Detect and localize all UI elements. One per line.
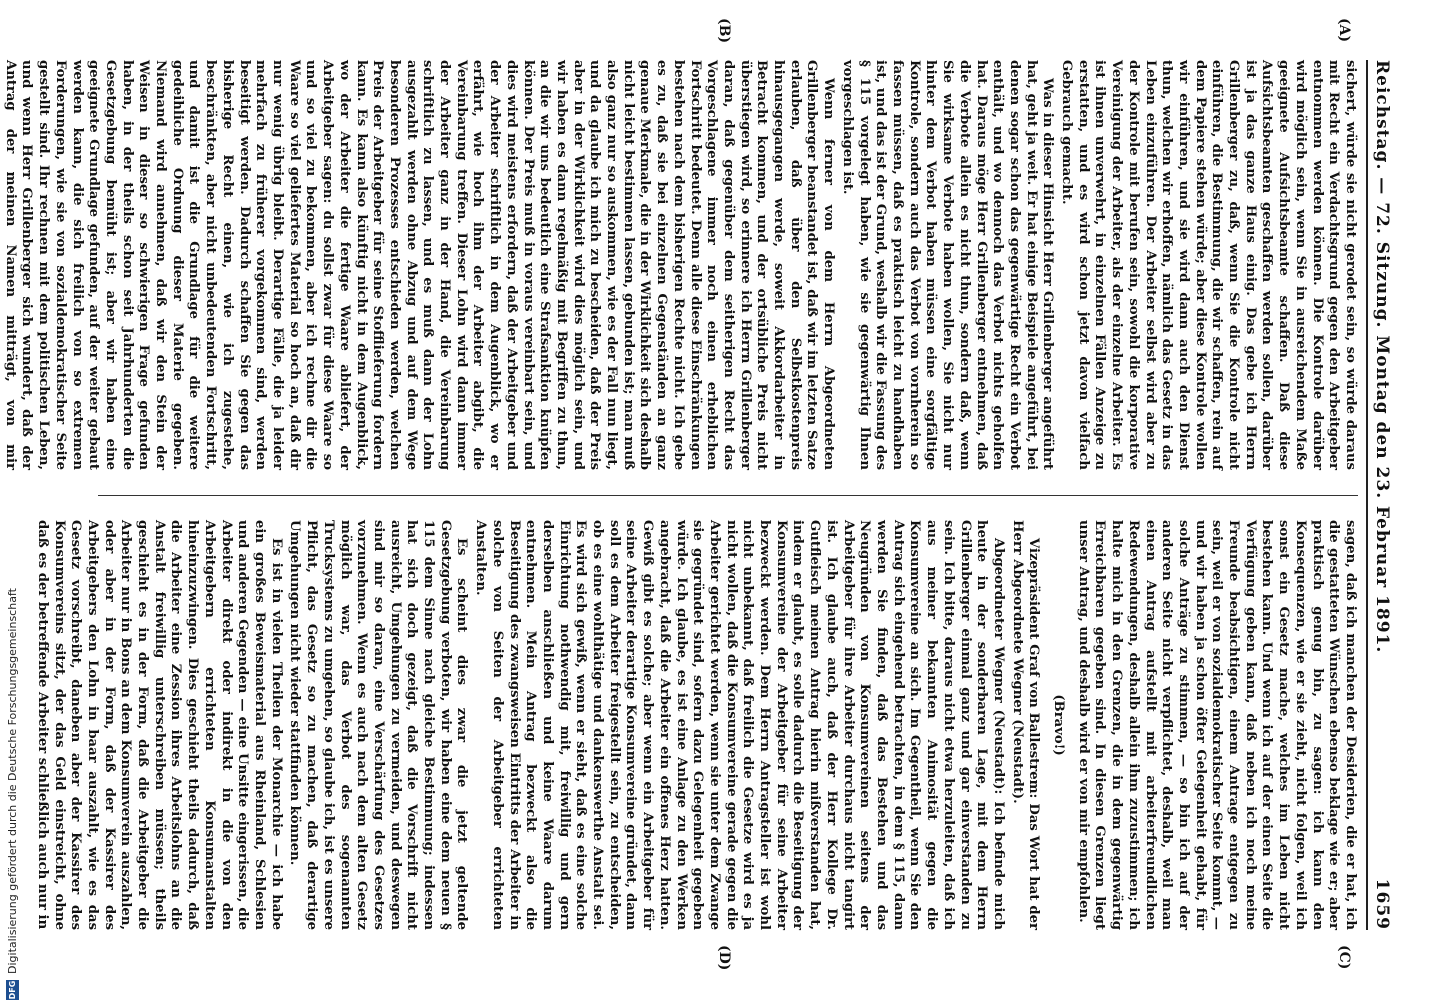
paragraph: Es scheint dies zwar die jetzt geltende Gesetzgebung verboten, wir haben eine dem neuen § 115 dem Sinne nach gleiche Bestimmung; indessen hat sich doch gezeigt, daß die Vorschrift nicht ausreicht, Umgehungen zu vermeiden, und deswegen sind mir so daran, eine Verschärfung des Gesetzes vorzunehmen. Wenn es auch nach dem alten Gesetz möglich war, das Verbot des sogenannten Trucksystems zu umgehen, so glaube ich, ist es unsere Pflicht, das Gesetz so zu machen, daß derartige Umgehungen nicht wieder stattfinden können. [287, 520, 470, 930]
margin-marker-d: (D) [716, 945, 732, 971]
left-column [2, 60, 1358, 470]
header-title: Reichstag. — 72. Sitzung. Montag den 23. Februar 1891. [1372, 60, 1392, 654]
paragraph: Was in dieser Hinsicht Herr Grillenberger angeführt hat, geht ja weit. Er hat einige Beispiele angeführt, bei denen sogar schon das gegenwärtige Recht ein Verbot enthält, und wo dennoch das Verbot nichts geholfen hat. Daraus möge Herr Grillenberger entnehmen, daß die Verbote allein es nicht thun, sondern daß, wenn Sie wirksame Verbote haben wollen, Sie nicht nur hinter dem Verbot haben müssen eine sorgfältige Kontrole, sondern auch das Verbot von vornherein so fassen müssen, daß es praktisch leicht zu handhaben ist, und das ist der Grund, weshalb wir die Fassung des § 115 vorgelegt haben, wie sie gegenwärtig Ihnen vorgeschlagen ist. [839, 60, 1056, 470]
margin-marker-a: (A) [1336, 18, 1352, 43]
page-number: 1659 [1372, 878, 1392, 930]
footer-text: Digitalisierung gefördert durch die Deutsche Forschungsgemeinschaft [5, 588, 19, 974]
paragraph: Es ist in vielen Theilen der Monarchie — ich habe ein großes Beweismaterial aus Rheinland, Schlesien und anderen Gegenden — eine Unsitte eingerissen, die Arbeiter direkt oder indirekt in die von den Arbeitgebern errichteten Konsumanstalten hineinzuzwingen. Dies geschieht theils dadurch, daß die Arbeiter eine Zession ihres Arbeitslohns an die Anstalt freiwillig unterschreiben müssen; theils geschieht es in der Form, daß die Arbeitgeber die Arbeiter nur in Bons an dem Konsumverein auszahlen, oder aber in der Form, daß der Kassirer des Arbeitgebers den Lohn in baar auszahlt, wie es das Gesetz vorschreibt, daneben aber der Kassirer des Konsumvereins sitzt, der das Geld einstreicht, ohne daß es der betreffende Arbeiter schließlich auch nur in [34, 520, 284, 930]
paragraph: sagen, daß ich manchen der Desiderien, die er hat, ich die gestatteten Wünschen ebenso beklage wie er; aber praktisch genug bin, zu sagen: ich kann den Konsequenzen, wie er sie zieht, nicht folgen, weil ich sonst ein Gesetz mache, welches im Leben nicht bestehen kann. Und wenn ich auf der einen Seite die Verfügung geben kann, daß neben ich noch meine Freunde beabsichtigen, einem Antrage entgegen zu sein, weil er von sozialdemokratischer Seite kommt, — und wir haben ja schon öfter Gelegenheit gehabt, für solche Anträge zu stimmen, — so bin ich auf der anderen Seite nicht verpflichtet, deshalb, weil man einen Antrag aufstellt mit arbeiterfreundlichen Redewendungen, deshalb allein ihm zuzustimmen; ich halte mich in den Grenzen, die in dem gegenwärtig Erreichbaren gegeben sind. In diesen Grenzen liegt unser Antrag, und deshalb wird er von mir empfohlen. [1075, 520, 1358, 930]
paragraph: Vizepräsident Graf von Ballestrem: Das Wort hat der Herr Abgeordnete Wegner (Neustadt). [1009, 520, 1042, 930]
margin-marker-c: (C) [1336, 945, 1352, 970]
paragraph: Abgeordneter Wegner (Neustadt): Ich befinde mich heute in der sonderbaren Lage, mit dem Herrn Grillenberger einmal ganz und gar einverstanden zu sein. Ich bitte, daraus nicht etwa herzuleiten, daß ich aus meiner bekannten Animosität gegen die Konsumvereine an sich. Im Gegentheil, wenn Sie den Antrag sich eingehend betrachten, in dem § 115, dann werden Sie finden, daß das Bestehen und das Neugründen von Konsumvereinen seitens der Arbeitgeber für ihre Arbeiter durchaus nicht tangirt ist. Ich glaube auch, daß der Herr Kollege Dr. Gutfleisch meinen Antrag hierin mißverstanden hat, indem er glaubt, es solle dadurch die Beseitigung der Konsumvereine der Arbeitgeber für seine Arbeiter bezweckt werden. Dem Herrn Antragsteller ist wohl nicht unbekannt, daß freilich die Gesetze wird es ja nicht wollen, daß die Konsumvereine gerade gegen die Arbeiter gerichtet werden, wenn sie unter dem Zwange sie gegründet sind, sofern dazu Gelegenheit gegeben würde. Ich glaube, es ist eine Anlage zu den Werken angebracht, daß die Arbeiter ein offenes Herz hatten. Gewiß gibt es solche; aber wenn ein Arbeitgeber für seine Arbeiter derartige Konsumvereine gründet, dann soll es dem Arbeiter freigestellt sein, zu entscheiden, ob es eine wohlthätige und dankenswerthe Anstalt sei. Es wird sich gewiß, wenn er sieht, daß es eine solche Einrichtung nothwendig mit, freiwillig und gern derselben anschließen und keine Waare darum entnehmen. Mein Antrag bezweckt also die Beseitigung des zwangsweisen Eintritts der Arbeiter in solche von Seiten der Arbeitgeber errichteten Anstalten. [473, 520, 1006, 930]
dfg-footer [2, 400, 22, 1000]
applause-note: (Bravo!) [1051, 694, 1067, 756]
page-header [1366, 60, 1432, 930]
right-column [34, 520, 1358, 930]
margin-marker-b: (B) [716, 18, 732, 44]
dfg-logo-icon: DFG [7, 980, 17, 1000]
paragraph: sichert, würde sie nicht gerodet sein, so würde daraus mit Recht ein Verdachtsgrund gegen den Arbeitgeber entnommen werden können. Die Kontrole darüber wird möglich sein, wenn Sie in ausreichendem Maße geeignete Aufsichtsbeamte schaffen. Daß diese Aufsichtsbeamten geschaffen werden sollen, darüber ist ja das ganze Haus einig. Das gebe ich Herrn Grillenberger zu, daß, wenn Sie die Kontrole nicht einführen, die Bestimmung, die wir schaffen, rein auf dem Papiere stehen würde; aber diese Kontrole wollen wir einführen, und sie wird dann auch den Dienst thun, welchen wir erhoffen, nämlich das Gesetz in das Leben einzuführen. Der Arbeiter selbst wird aber zu der Kontrole mit berufen sein, sowohl die korporative Vereinigung der Arbeiter, als der einzelne Arbeiter. Es ist ihnen unverwehrt, in einzelnen Fällen Anzeige zu erstatten, und es wird schon jetzt davon vielfach Gebrauch gemacht. [1059, 60, 1358, 470]
paragraph: Wenn ferner von dem Herrn Abgeordneten Grillenberger beanstandet ist, daß wir im letzten Satze erlauben, daß über den Selbstkostenpreis hinausgegangen werde, soweit Akkordarbeiter in Betracht kommen, und der ortsübliche Preis nicht überstiegen wird, so erinnere ich Herrn Grillenberger daran, daß gegenüber dem seitherigen Recht das Vorgeschlagene immer noch einen erheblichen Fortschritt bedeutet. Denn alle diese Einschränkungen bestehen nach dem bisherigen Rechte nicht. Ich gebe es zu, daß sie bei einzelnen Gegenständen an ganz genaue Merkmale, die in der Wirklichkeit sich deshalb nicht leicht bestimmen lassen, gebunden ist; man muß also ganz nur so auskommen, wie es der Fall nun liegt, und da glaube ich mich zu bescheiden, daß der Preis aber in der Wirklichkeit wird dies möglich sein, und wir haben es dann regelmäßig mit Begriffen zu thun, an die wir uns bedeutlich eine Strafsanktion knüpfen können. Der Preis muß in voraus vereinbart sein, und dies wird meistens erfordern, daß der Arbeitgeber und der Arbeiter schriftlich in dem Augenblick, wo er erfährt, wie hoch ihm der Arbeiter abgibt, die Vereinbarung treffen. Dieser Lohn wird dann immer der Arbeiter ganz in der Hand, die Vereinbarung schriftlich zu lassen, und es muß dann der Lohn ausgezahlt werden ohne Abzug und auf dem Wege besonderen Prozesses entschieden werden, welchen Preis der Arbeitgeber für seine Stofflieferung fordern kann. Es kann also künftig nicht in dem Augenblick, wo der Arbeiter die fertige Waare abliefert, der Arbeitgeber sagen: du sollst zwar für diese Waare so und so viel zu bekommen, aber ich rechne dir die Waare so viel geliefertes Material so hoch an, daß dir nur wenig übrig bleibt. Derartige Fälle, die ja leider mehrfach zu früherer vorgekommen sind, werden beseitigt werden. Dadurch schaffen Sie gegen das bisherige Recht einen, wie ich zugestehe, beschränkten, aber nicht unbedeutenden Fortschritt, und damit ist die Grundlage für die weitere gedeihliche Ordnung dieser Materie gegeben. Niemand wird annehmen, daß wir den Stein der Weisen in dieser so schwierigen Frage gefunden haben, in der theils schon seit Jahrhunderten die Gesetzgebung bemüht ist; aber wir haben eine geeignete Grundlage gefunden, auf der weiter gebaut werden kann, die sich freilich von so extremen Forderungen, wie sie von sozialdemokratischer Seite gestellt sind. Ihr rechnen mit dem politischen Leben, und wenn Herr Grillenberger sich wundert, daß der Antrag der meinen Namen mitträgt, von mir [2, 60, 837, 470]
column-divider [98, 495, 1358, 496]
